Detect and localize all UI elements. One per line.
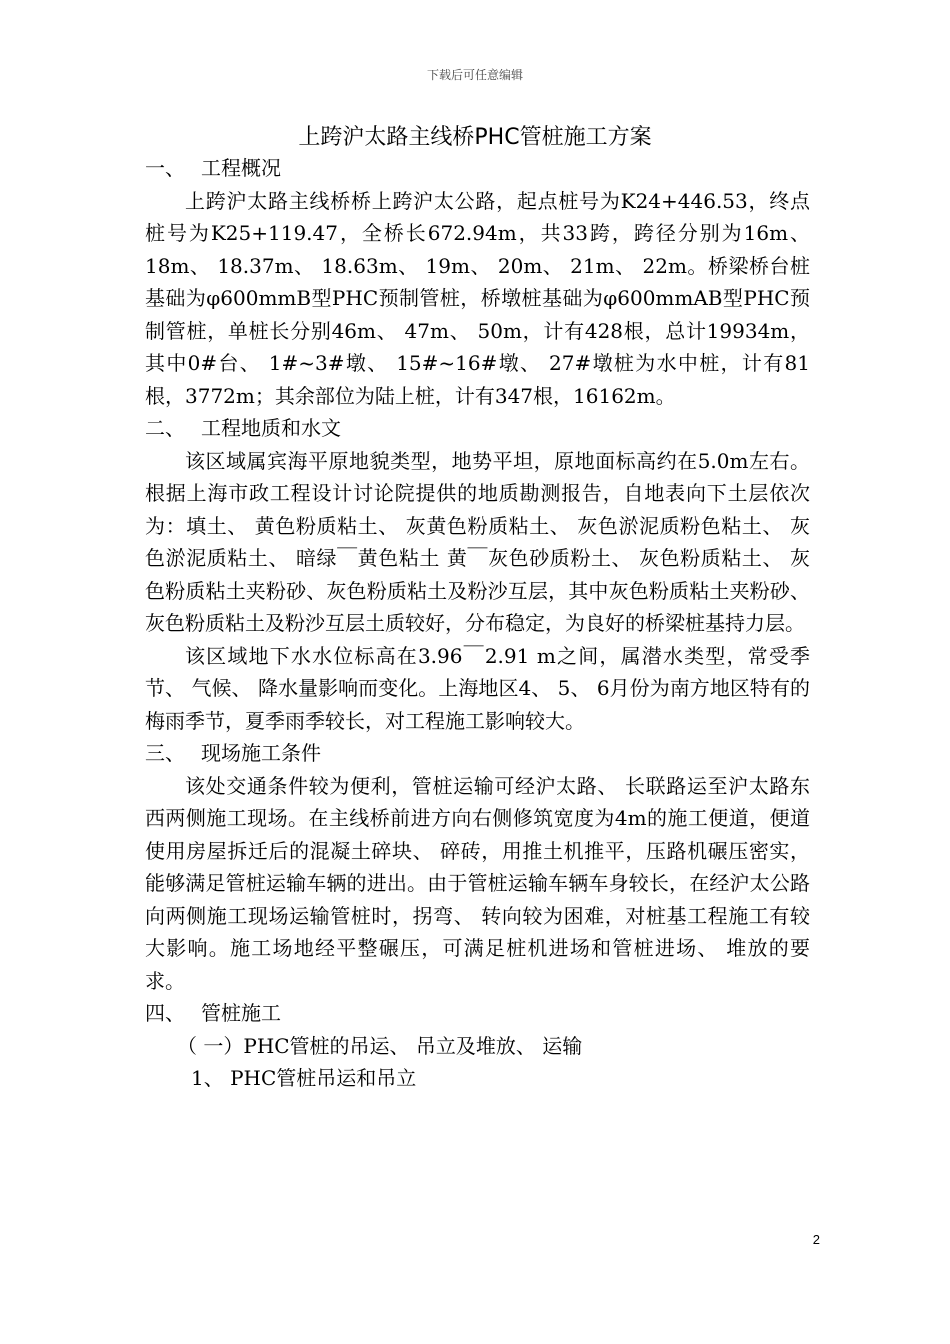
paragraph: 上跨沪太路主线桥桥上跨沪太公路，起点桩号为K24+446.53，终点桩号为K25+119.47，全桥长672.94m，共33跨，跨径分别为16m、 18m、 18.37m、 18.63m、 19m、 20m、 21m、 22m。桥梁桥台桩基础为φ600mmB型PHC预制管桩，桥墩桩基础为φ600mmAB型PHC预制管桩，单桩长分别46m、 47m、 50m，计有428根，总计19934m，其中0#台、 1#~3#墩、 15#~16#墩、 27#墩桩为水中桩，计有81根，3772m；其余部位为陆上桩，计有347根，16162m。 xyxy=(145,188,810,408)
subsection-heading: 1、 PHC管桩吊运和吊立 xyxy=(191,1066,417,1090)
paragraph: 该区域地下水水位标高在3.96￣2.91 m之间，属潜水类型，常受季节、 气候、 降水量影响而变化。上海地区4、 5、 6月份为南方地区特有的梅雨季节，夏季雨季较长，对工程施工影响较大。 xyxy=(145,643,810,733)
section-title: 现场施工条件 xyxy=(201,741,321,765)
section-title: 管桩施工 xyxy=(201,1001,281,1025)
page-number: 2 xyxy=(812,1232,820,1247)
section-title: 工程地质和水文 xyxy=(201,416,341,440)
page-header: 下载后可任意编辑 xyxy=(426,68,523,82)
section-title: 工程概况 xyxy=(201,156,281,180)
section-heading xyxy=(145,737,810,770)
section-heading xyxy=(145,412,810,445)
document-body xyxy=(145,152,810,1095)
paragraph: 该区域属宾海平原地貌类型，地势平坦，原地面标高约在5.0m左右。根据上海市政工程设计讨论院提供的地质勘测报告，自地表向下土层依次为：填土、 黄色粉质粘土、 灰黄色粉质粘土、 灰色淤泥质粉色粘土、 灰色淤泥质粘土、 暗绿￣黄色粘土 黄￣灰色砂质粉土、 灰色粉质粘土、 灰色粉质粘土夹粉砂、灰色粉质粘土及粉沙互层，其中灰色粉质粘土夹粉砂、 灰色粉质粘土及粉沙互层土质较好，分布稳定，为良好的桥梁桩基持力层。 xyxy=(145,448,810,635)
subsection-heading: （ 一）PHC管桩的吊运、 吊立及堆放、 运输 xyxy=(177,1033,583,1058)
section-heading xyxy=(145,997,810,1030)
section-heading xyxy=(145,152,810,185)
section-number: 二、 xyxy=(145,416,185,440)
section-number: 三、 xyxy=(145,741,185,765)
section-number: 一、 xyxy=(145,156,185,180)
document-title: 上跨沪太路主线桥PHC管桩施工方案 xyxy=(298,125,652,150)
section-number: 四、 xyxy=(145,1001,185,1025)
paragraph: 该处交通条件较为便利，管桩运输可经沪太路、 长联路运至沪太路东西两侧施工现场。在主线桥前进方向右侧修筑宽度为4m的施工便道，便道使用房屋拆迁后的混凝土碎块、 碎砖，用推土机推平，压路机碾压密实，能够满足管桩运输车辆的进出。由于管桩运输车辆车身较长，在经沪太公路向两侧施工现场运输管桩时，拐弯、 转向较为困难，对桩基工程施工有较大影响。施工场地经平整碾压，可满足桩机进场和管桩进场、 堆放的要求。 xyxy=(145,773,810,993)
